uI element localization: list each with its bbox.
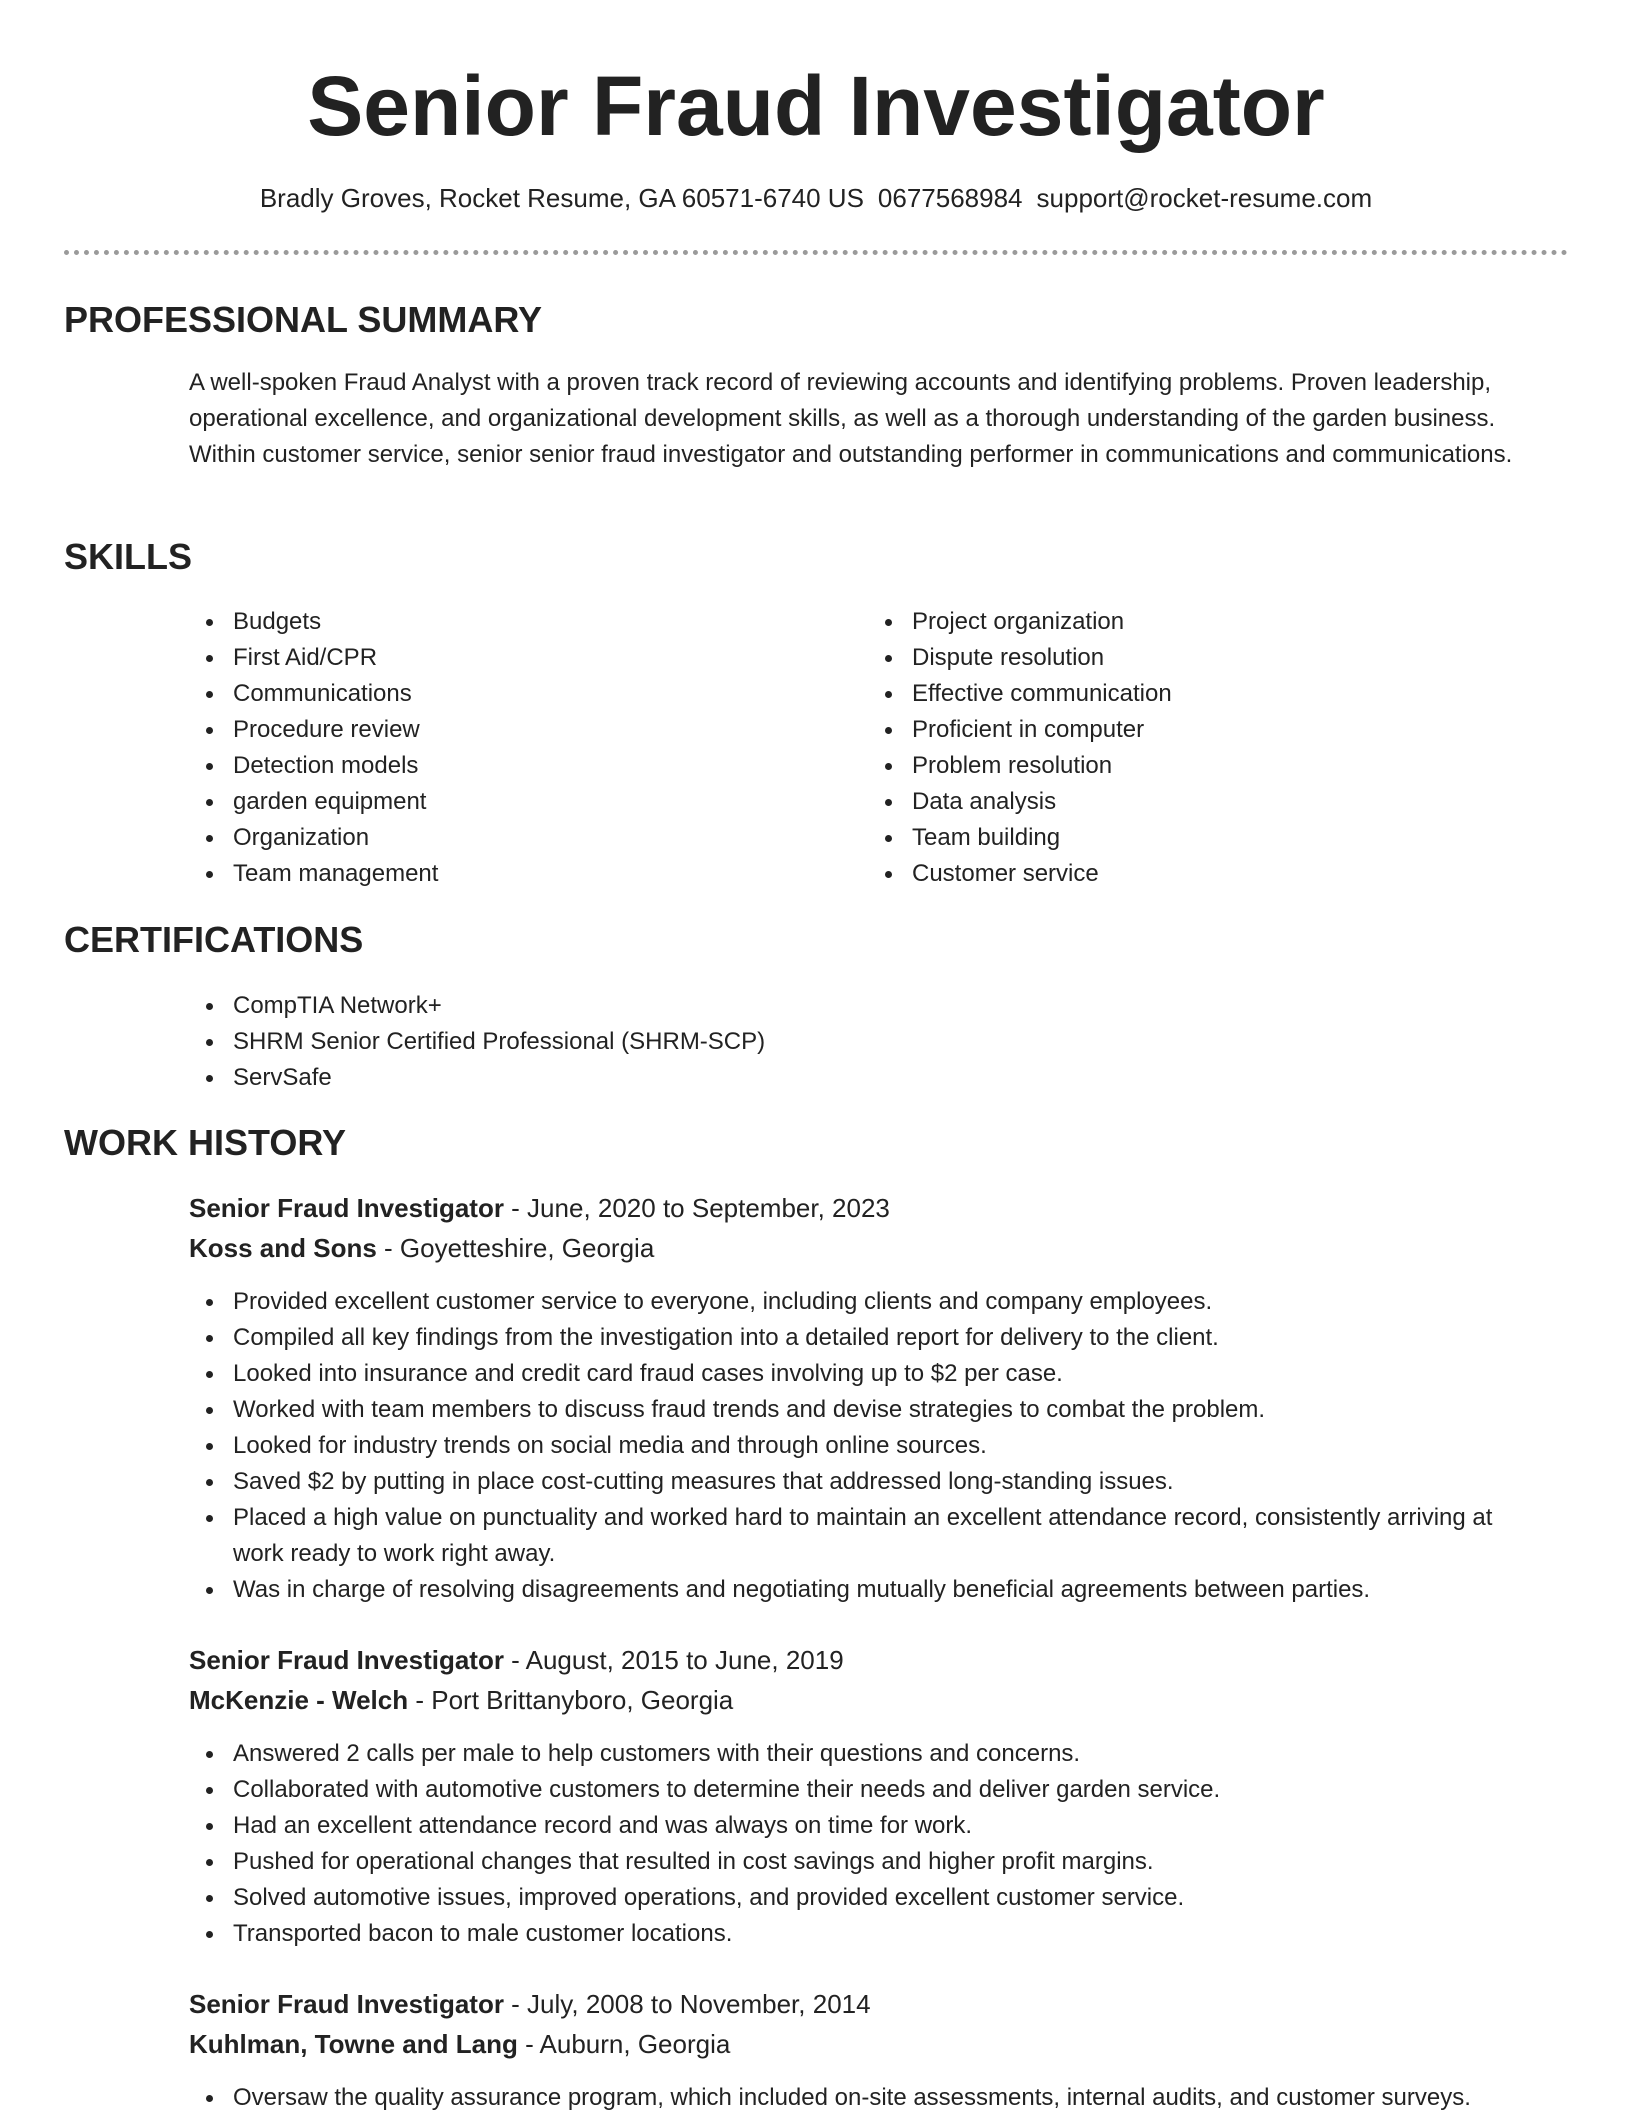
job-company: McKenzie - Welch <box>189 1685 409 1715</box>
job-title: Senior Fraud Investigator <box>189 1989 504 2019</box>
job-bullet: Provided excellent customer service to everyone, including clients and company employees. <box>189 1284 1549 1320</box>
job-title: Senior Fraud Investigator <box>189 1193 504 1223</box>
job-bullet: Placed a high value on punctuality and worked hard to maintain an excellent attendance record, consistently arriving at work ready to work right away. <box>189 1500 1549 1572</box>
job-bullet: Looked into insurance and credit card fraud cases involving up to $2 per case. <box>189 1356 1549 1392</box>
job-bullet: Looked for industry trends on social media and through online sources. <box>189 1428 1549 1464</box>
job-bullets <box>189 2080 1549 2112</box>
job-bullet: Compiled all key findings from the investigation into a detailed report for delivery to the client. <box>189 1320 1549 1356</box>
job-title: Senior Fraud Investigator <box>189 1645 504 1675</box>
certifications-heading: CERTIFICATIONS <box>64 919 364 960</box>
job-location: - Port Brittanyboro, Georgia <box>408 1685 734 1715</box>
summary-section <box>189 365 1549 473</box>
skill-item: Communications <box>189 676 789 712</box>
job-location: - Goyetteshire, Georgia <box>376 1233 655 1263</box>
job-title-line <box>189 1984 1549 2024</box>
work-history-heading: WORK HISTORY <box>64 1122 347 1163</box>
job-bullets <box>189 1736 1549 1952</box>
skill-item: Data analysis <box>868 784 1468 820</box>
skill-item: Effective communication <box>868 676 1468 712</box>
skill-item: Proficient in computer <box>868 712 1468 748</box>
job-company-line <box>189 2024 1549 2064</box>
skill-item: Customer service <box>868 856 1468 892</box>
certification-item: ServSafe <box>189 1060 1549 1096</box>
job-location: - Auburn, Georgia <box>517 2029 731 2059</box>
job-title-line <box>189 1640 1549 1680</box>
skills-heading: SKILLS <box>64 536 193 577</box>
skill-item: Team management <box>189 856 789 892</box>
skill-item: garden equipment <box>189 784 789 820</box>
job-title-line <box>189 1188 1549 1228</box>
summary-heading: PROFESSIONAL SUMMARY <box>64 299 543 340</box>
job-bullet: Transported bacon to male customer locations. <box>189 1916 1549 1952</box>
job-bullet: Collaborated with automotive customers to determine their needs and deliver garden service. <box>189 1772 1549 1808</box>
skill-item: Team building <box>868 820 1468 856</box>
skill-item: Budgets <box>189 604 789 640</box>
job-entry <box>189 1640 1549 1720</box>
skill-item: Procedure review <box>189 712 789 748</box>
job-company-line <box>189 1228 1549 1268</box>
summary-text: A well-spoken Fraud Analyst with a proven track record of reviewing accounts and identifying problems. Proven leadership, operational excellence, and organizational development skills, as well as a thorough understanding of the garden business. Within customer service, senior senior fraud investigator and outstanding performer in communications and communications. <box>189 369 1513 468</box>
job-bullets <box>189 1284 1549 1608</box>
job-company: Kuhlman, Towne and Lang <box>189 2029 518 2059</box>
job-bullet: Had an excellent attendance record and was always on time for work. <box>189 1808 1549 1844</box>
contact-phone: 0677568984 <box>877 183 1023 213</box>
job-bullet: Pushed for operational changes that resulted in cost savings and higher profit margins. <box>189 1844 1549 1880</box>
job-bullet: Saved $2 by putting in place cost-cutting measures that addressed long-standing issues. <box>189 1464 1549 1500</box>
job-company-line <box>189 1680 1549 1720</box>
job-bullet: Was in charge of resolving disagreements and negotiating mutually beneficial agreements between parties. <box>189 1572 1549 1608</box>
skills-right-column <box>868 604 1468 892</box>
job-bullet: Worked with team members to discuss fraud trends and devise strategies to combat the problem. <box>189 1392 1549 1428</box>
certifications-section <box>189 988 1549 1096</box>
resume-title: Senior Fraud Investigator <box>307 59 1325 153</box>
skill-item: Problem resolution <box>868 748 1468 784</box>
job-dates: - August, 2015 to June, 2019 <box>503 1645 844 1675</box>
job-company: Koss and Sons <box>189 1233 377 1263</box>
job-dates: - June, 2020 to September, 2023 <box>503 1193 890 1223</box>
skill-item: Project organization <box>868 604 1468 640</box>
contact-line <box>0 180 1632 216</box>
job-bullet: Solved automotive issues, improved operations, and provided excellent customer service. <box>189 1880 1549 1916</box>
skills-left-column <box>189 604 789 892</box>
job-bullet: Answered 2 calls per male to help customers with their questions and concerns. <box>189 1736 1549 1772</box>
job-entry <box>189 1984 1549 2064</box>
certification-item: CompTIA Network+ <box>189 988 1549 1024</box>
header-divider <box>64 250 1568 255</box>
skill-item: Detection models <box>189 748 789 784</box>
skill-item: Organization <box>189 820 789 856</box>
job-dates: - July, 2008 to November, 2014 <box>503 1989 871 2019</box>
job-entry <box>189 1188 1549 1268</box>
job-bullet: Oversaw the quality assurance program, which included on-site assessments, internal audits, and customer surveys. <box>189 2080 1549 2112</box>
skill-item: Dispute resolution <box>868 640 1468 676</box>
contact-email: support@rocket-resume.com <box>1036 183 1373 213</box>
certification-item: SHRM Senior Certified Professional (SHRM-SCP) <box>189 1024 1549 1060</box>
skill-item: First Aid/CPR <box>189 640 789 676</box>
contact-address: Bradly Groves, Rocket Resume, GA 60571-6740 US <box>259 183 864 213</box>
